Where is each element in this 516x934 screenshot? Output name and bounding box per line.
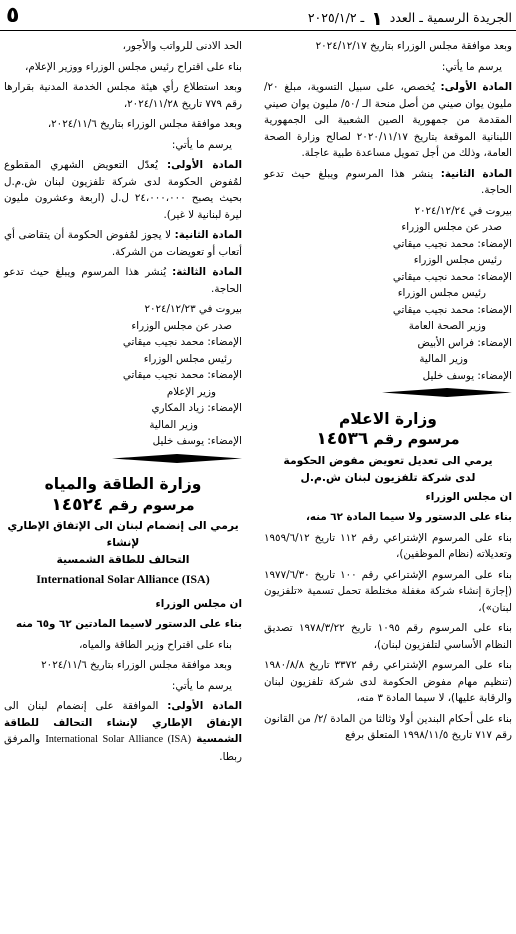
- signature: الإمضاء: محمد نجيب ميقاتي: [392, 237, 512, 250]
- signature: الإمضاء: محمد نجيب ميقاتي: [392, 270, 512, 283]
- article-3: [4, 264, 242, 297]
- ministry-title: وزارة الطاقة والمياه: [44, 475, 202, 493]
- article-text: يُنشر هذا المرسوم ويبلغ حيث تدعو الحاجة.: [4, 266, 242, 295]
- signature: الإمضاء: زياد المكاري: [151, 402, 242, 414]
- article-label: المادة الثانية:: [440, 167, 512, 180]
- article-text: يُخصص، على سبيل التسوية، مبلغ ٢٠/ مليون يوان صيني من أصل منحة الـ /٥٠/ مليون يوان صيني المقدمة من جمهورية الصين الشعبية الى الجمهورية اللبنانية الموقعة بتاريخ ٢٠٢٠/١١/١٧ لصالح وزارة الصحة العامة، وذلك من أجل تمويل مساعدة طبية عاجلة.: [264, 81, 512, 159]
- signature-block: [264, 203, 512, 385]
- signature: الإمضاء: محمد نجيب ميقاتي: [392, 303, 512, 316]
- decree-heading: [4, 494, 242, 515]
- article-text: والمرفق ربطا.: [4, 733, 242, 763]
- article-label: المادة الأولى:: [167, 159, 242, 171]
- page-number: ٥: [6, 3, 20, 28]
- signatory-title: وزير الصحة العامة: [408, 320, 486, 332]
- signatory-title: رئيس مجلس الوزراء: [143, 352, 232, 365]
- decrees-line: يرسم ما يأتي:: [441, 60, 502, 73]
- proposal-line: بناء على اقتراح رئيس مجلس الوزراء ووزير الإعلام،: [25, 60, 242, 73]
- left-column: [4, 38, 242, 769]
- subject-english: International Solar Alliance (ISA): [36, 572, 210, 586]
- signature: الإمضاء: محمد نجيب ميقاتي: [122, 336, 242, 348]
- signature: الإمضاء: يوسف خليل: [152, 435, 242, 447]
- gazette-title: [308, 8, 512, 30]
- basis-paragraph: بناء على المرسوم الإشتراعي رقم ٣٣٧٢ تاريخ ١٩٨٠/٨/٨ (تنظيم مهام مفوض الحكومة لدى شركة تلفزيون لبنان والرقابة عليها)، لا سيما المادة ٣ منه،: [264, 659, 512, 704]
- place-date: بيروت في ٢٠٢٤/١٢/٢٤: [414, 204, 512, 217]
- issue-date: ـ ٢٠٢٥/١/٢: [307, 10, 365, 25]
- basis-paragraph: بناء على المرسوم رقم ١٠٩٥ تاريخ ١٩٧٨/٣/٢٢ تصديق النظام الأساسي لتلفزيون لبنان)،: [264, 622, 512, 651]
- article-1: [264, 79, 512, 162]
- issued-by: صدر عن مجلس الوزراء: [401, 221, 502, 233]
- approval-line: وبعد موافقة مجلس الوزراء بتاريخ ٢٠٢٤/١٢/١٧: [315, 40, 512, 52]
- approval-line: وبعد موافقة مجلس الوزراء بتاريخ ٢٠٢٤/١١/٦،: [47, 118, 242, 130]
- article-label: المادة الثانية:: [174, 229, 242, 241]
- separator-ornament: [112, 454, 242, 463]
- continuation-line: الحد الادنى للرواتب والأجور،: [122, 40, 242, 52]
- article-text: لا يجوز لمُفوض الحكومة أن يتقاضى أي أتعاب أو تعويضات من الشركة.: [4, 229, 242, 258]
- article-label: المادة الأولى:: [440, 81, 512, 93]
- article-2: [264, 166, 512, 199]
- signature: الإمضاء: يوسف خليل: [422, 369, 512, 382]
- council-line: ان مجلس الوزراء: [155, 597, 242, 610]
- gazette-name: الجريدة الرسمية ـ العدد: [389, 10, 512, 25]
- article-2: [4, 227, 242, 260]
- article-1: [4, 157, 242, 223]
- decree-subject: [4, 517, 242, 568]
- decrees-line: يرسم ما يأتي:: [171, 138, 232, 151]
- basis-constitution: بناء على الدستور لاسيما المادتين ٦٢ و٦٥ منه: [16, 618, 242, 630]
- place-date: بيروت في ٢٠٢٤/١٢/٢٣: [144, 303, 242, 315]
- issued-by: صدر عن مجلس الوزراء: [131, 319, 232, 332]
- decree-label: مرسوم رقم: [373, 432, 460, 448]
- ministry-title: وزارة الاعلام: [339, 409, 437, 428]
- article-text-english: International Solar Alliance (ISA): [45, 734, 192, 745]
- article-text: يُعدّل التعويض الشهري المقطوع لمُفوض الحكومة لدى شركة تلفزيون لبنان ش.م.ل بحيث يصبح ٢٤،٠٠٠،٠٠٠ ل.ل (اربعة وعشرون مليون ليرة لبنانية لا غير).: [4, 159, 242, 221]
- subject-line: لدى شركة تلفزيون لبنان ش.م.ل: [300, 470, 476, 484]
- article-text: ينشر هذا المرسوم ويبلغ حيث تدعو الحاجة.: [264, 167, 512, 196]
- decree-number: ١٤٥٢٤: [51, 494, 104, 515]
- consultation-line: وبعد استطلاع رأي هيئة مجلس الخدمة المدنية بقرارها رقم ٧٧٩ تاريخ ٢٠٢٤/١١/٢٨،: [4, 81, 242, 110]
- article-label: المادة الثالثة:: [172, 266, 242, 278]
- decrees-line: يرسم ما يأتي:: [171, 679, 232, 692]
- basis-constitution: بناء على الدستور ولا سيما المادة ٦٢ منه،: [305, 511, 512, 523]
- article-text-bold: الإتفاق الإطاري لإنشاء التحالف للطاقة الشمسية: [4, 716, 242, 745]
- subject-line: يرمي الى إنضمام لبنان الى الإتفاق الإطاري لإنشاء: [7, 519, 239, 549]
- signatory-title: وزير المالية: [149, 418, 198, 431]
- decree-heading: [264, 431, 512, 449]
- decree-label: مرسوم رقم: [108, 497, 195, 514]
- subject-line: يرمي الى تعديل تعويض مفوض الحكومة: [283, 453, 493, 467]
- proposal-line: بناء على اقتراح وزير الطاقة والمياه،: [79, 638, 232, 651]
- basis-paragraph: بناء على أحكام البندين أولا وثالثا من المادة /٢/ من القانون رقم ٧١٧ تاريخ ١٩٩٨/١١/٥ المتعلق برفع: [264, 712, 512, 741]
- article-label: المادة الأولى:: [167, 700, 242, 712]
- issue-number: ١: [371, 8, 383, 30]
- council-line: ان مجلس الوزراء: [425, 490, 512, 503]
- separator-ornament: [382, 388, 512, 397]
- signature: الإمضاء: فراس الأبيض: [417, 336, 512, 349]
- decree-subject: [264, 452, 512, 486]
- signature-block: [4, 301, 242, 450]
- right-column: [264, 38, 512, 748]
- signatory-title: رئيس مجلس الوزراء: [413, 254, 502, 266]
- basis-paragraph: بناء على المرسوم الإشتراعي رقم ١٠٠ تاريخ ١٩٧٧/٦/٣٠ (إجازة إنشاء شركة مغفلة مختلطة تحمل تسمية «تلفزيون لبنان»)،: [264, 568, 512, 614]
- signature: الإمضاء: محمد نجيب ميقاتي: [122, 369, 242, 381]
- article-1: [4, 698, 242, 765]
- page-header: [0, 2, 516, 31]
- approval-line: وبعد موافقة مجلس الوزراء بتاريخ ٢٠٢٤/١١/٦: [41, 659, 232, 671]
- signatory-title: وزير المالية: [419, 353, 468, 365]
- article-text: الموافقة على إنضمام لبنان الى: [4, 700, 159, 712]
- basis-paragraph: بناء على المرسوم الإشتراعي رقم ١١٢ تاريخ ١٩٥٩/٦/١٢ وتعديلاته (نظام الموظفين)،: [264, 531, 512, 560]
- signatory-title: رئيس مجلس الوزراء: [397, 287, 486, 299]
- signatory-title: وزير الإعلام: [166, 385, 216, 398]
- subject-line: التحالف للطاقة الشمسية: [56, 553, 190, 566]
- decree-number: ١٤٥٣٦: [316, 429, 369, 449]
